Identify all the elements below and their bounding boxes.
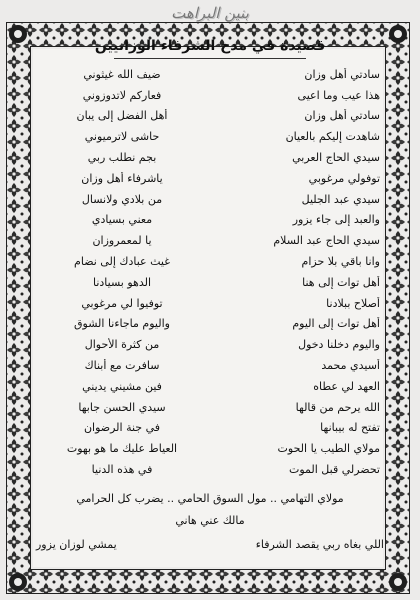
poem-content xyxy=(36,30,384,570)
verse-second-hemistich: أهل الفضل إلى يبان xyxy=(76,109,168,123)
verse-first-hemistich: أسيدي محمد xyxy=(321,359,380,373)
verse-second-hemistich: سيدي الحسن جابها xyxy=(78,400,166,414)
verse-row xyxy=(36,438,384,459)
verse-row xyxy=(36,459,384,480)
verse-row xyxy=(36,210,384,231)
verse-first-hemistich: الله يرحم من قالها xyxy=(295,400,380,414)
verse-first-hemistich: هذا عيب وما اعيى xyxy=(297,88,380,102)
verse-second-hemistich: ياشرفاء أهل وزان xyxy=(81,171,163,185)
verse-second-hemistich: العياط عليك ما هو بهوت xyxy=(66,442,178,456)
verse-second-hemistich: غيث عبادك إلى نضام xyxy=(74,255,170,269)
verse-second-hemistich: حاشى لاترميوني xyxy=(84,130,160,144)
verse-first-hemistich: والعبد إلى جاء يزور xyxy=(292,213,380,227)
verse-row xyxy=(36,293,384,314)
verse-row xyxy=(36,230,384,251)
verse-row xyxy=(36,168,384,189)
verse-row xyxy=(36,272,384,293)
verse-row xyxy=(36,147,384,168)
verse-first-hemistich: أهل توات إلى هنا xyxy=(302,275,380,289)
verse-second-hemistich: فين مشيني يديني xyxy=(82,379,162,393)
logo-text: بنين البراهت xyxy=(171,4,249,22)
verse-row xyxy=(36,85,384,106)
verse-row xyxy=(36,376,384,397)
verse-second-hemistich: توفيوا لي مرغوبي xyxy=(81,296,163,310)
verse-row xyxy=(36,189,384,210)
verse-first-hemistich: سيدي الحاج العربي xyxy=(292,151,380,165)
verse-second-hemistich: بجم نطلب ربي xyxy=(87,151,157,165)
verse-row xyxy=(36,397,384,418)
verse-second-hemistich: سافرت مع أبناك xyxy=(84,359,160,373)
closing-line-3 xyxy=(36,538,384,551)
verse-second-hemistich: معني بسيادي xyxy=(91,213,153,227)
verse-second-hemistich: ضيف الله غيثوني xyxy=(83,67,161,81)
verse-second-hemistich: من بلادي ولانسال xyxy=(81,192,163,206)
verse-first-hemistich: مولاي الطيب يا الحوت xyxy=(277,442,380,456)
verse-second-hemistich: الدهو بسيادنا xyxy=(92,275,152,289)
verse-row xyxy=(36,251,384,272)
verse-row xyxy=(36,106,384,127)
verse-first-hemistich: سادتي أهل وزان xyxy=(304,67,380,81)
verse-second-hemistich: في جنة الرضوان xyxy=(83,421,161,435)
verse-second-hemistich: يا لمعمروزان xyxy=(92,234,152,248)
verse-second-hemistich: واليوم ماجاءنا الشوق xyxy=(74,317,170,331)
verse-list xyxy=(36,64,384,480)
verse-first-hemistich: العهد لي عطاه xyxy=(313,379,380,393)
verse-row xyxy=(36,418,384,439)
verse-second-hemistich: في هذه الدنيا xyxy=(91,463,153,477)
verse-row xyxy=(36,314,384,335)
verse-first-hemistich: أصلاح ببلادنا xyxy=(326,296,380,310)
verse-second-hemistich: فعاركم لاتدوزوني xyxy=(82,88,162,102)
closing-line-1: مولاي التهامي .. مول السوق الحامي .. يضرب كل الحرامي xyxy=(76,492,344,505)
verse-first-hemistich: سادتي أهل وزان xyxy=(304,109,380,123)
verse-first-hemistich: أهل توات إلى اليوم xyxy=(292,317,380,331)
verse-row xyxy=(36,334,384,355)
verse-first-hemistich: واليوم دخلنا دخول xyxy=(298,338,380,352)
verse-first-hemistich: وانا باقي بلا حزام xyxy=(301,255,380,269)
closing-line-3-left: يمشي لوزان يزور xyxy=(36,538,117,551)
poem-title: قصيدة في مدح الشرفاء الوزانيين xyxy=(94,38,326,54)
verse-row xyxy=(36,355,384,376)
verse-first-hemistich: تفتح له بيبانها xyxy=(320,421,380,435)
closing-line-3-right: اللي بغاه ربي يقصد الشرفاء xyxy=(255,538,384,551)
closing-line-2: مالك عني هاني xyxy=(175,514,245,527)
title-underline xyxy=(114,58,306,60)
verse-row xyxy=(36,126,384,147)
verse-second-hemistich: من كثرة الأحوال xyxy=(84,338,160,352)
verse-first-hemistich: سيدي عبد الجليل xyxy=(301,192,380,206)
verse-first-hemistich: شاهدت إليكم بالعيان xyxy=(285,130,380,144)
verse-first-hemistich: تحضرلي قبل الموت xyxy=(289,463,380,477)
verse-row xyxy=(36,64,384,85)
verse-first-hemistich: توفولي مرغوبي xyxy=(308,171,380,185)
verse-first-hemistich: سيدي الحاج عبد السلام xyxy=(273,234,380,248)
